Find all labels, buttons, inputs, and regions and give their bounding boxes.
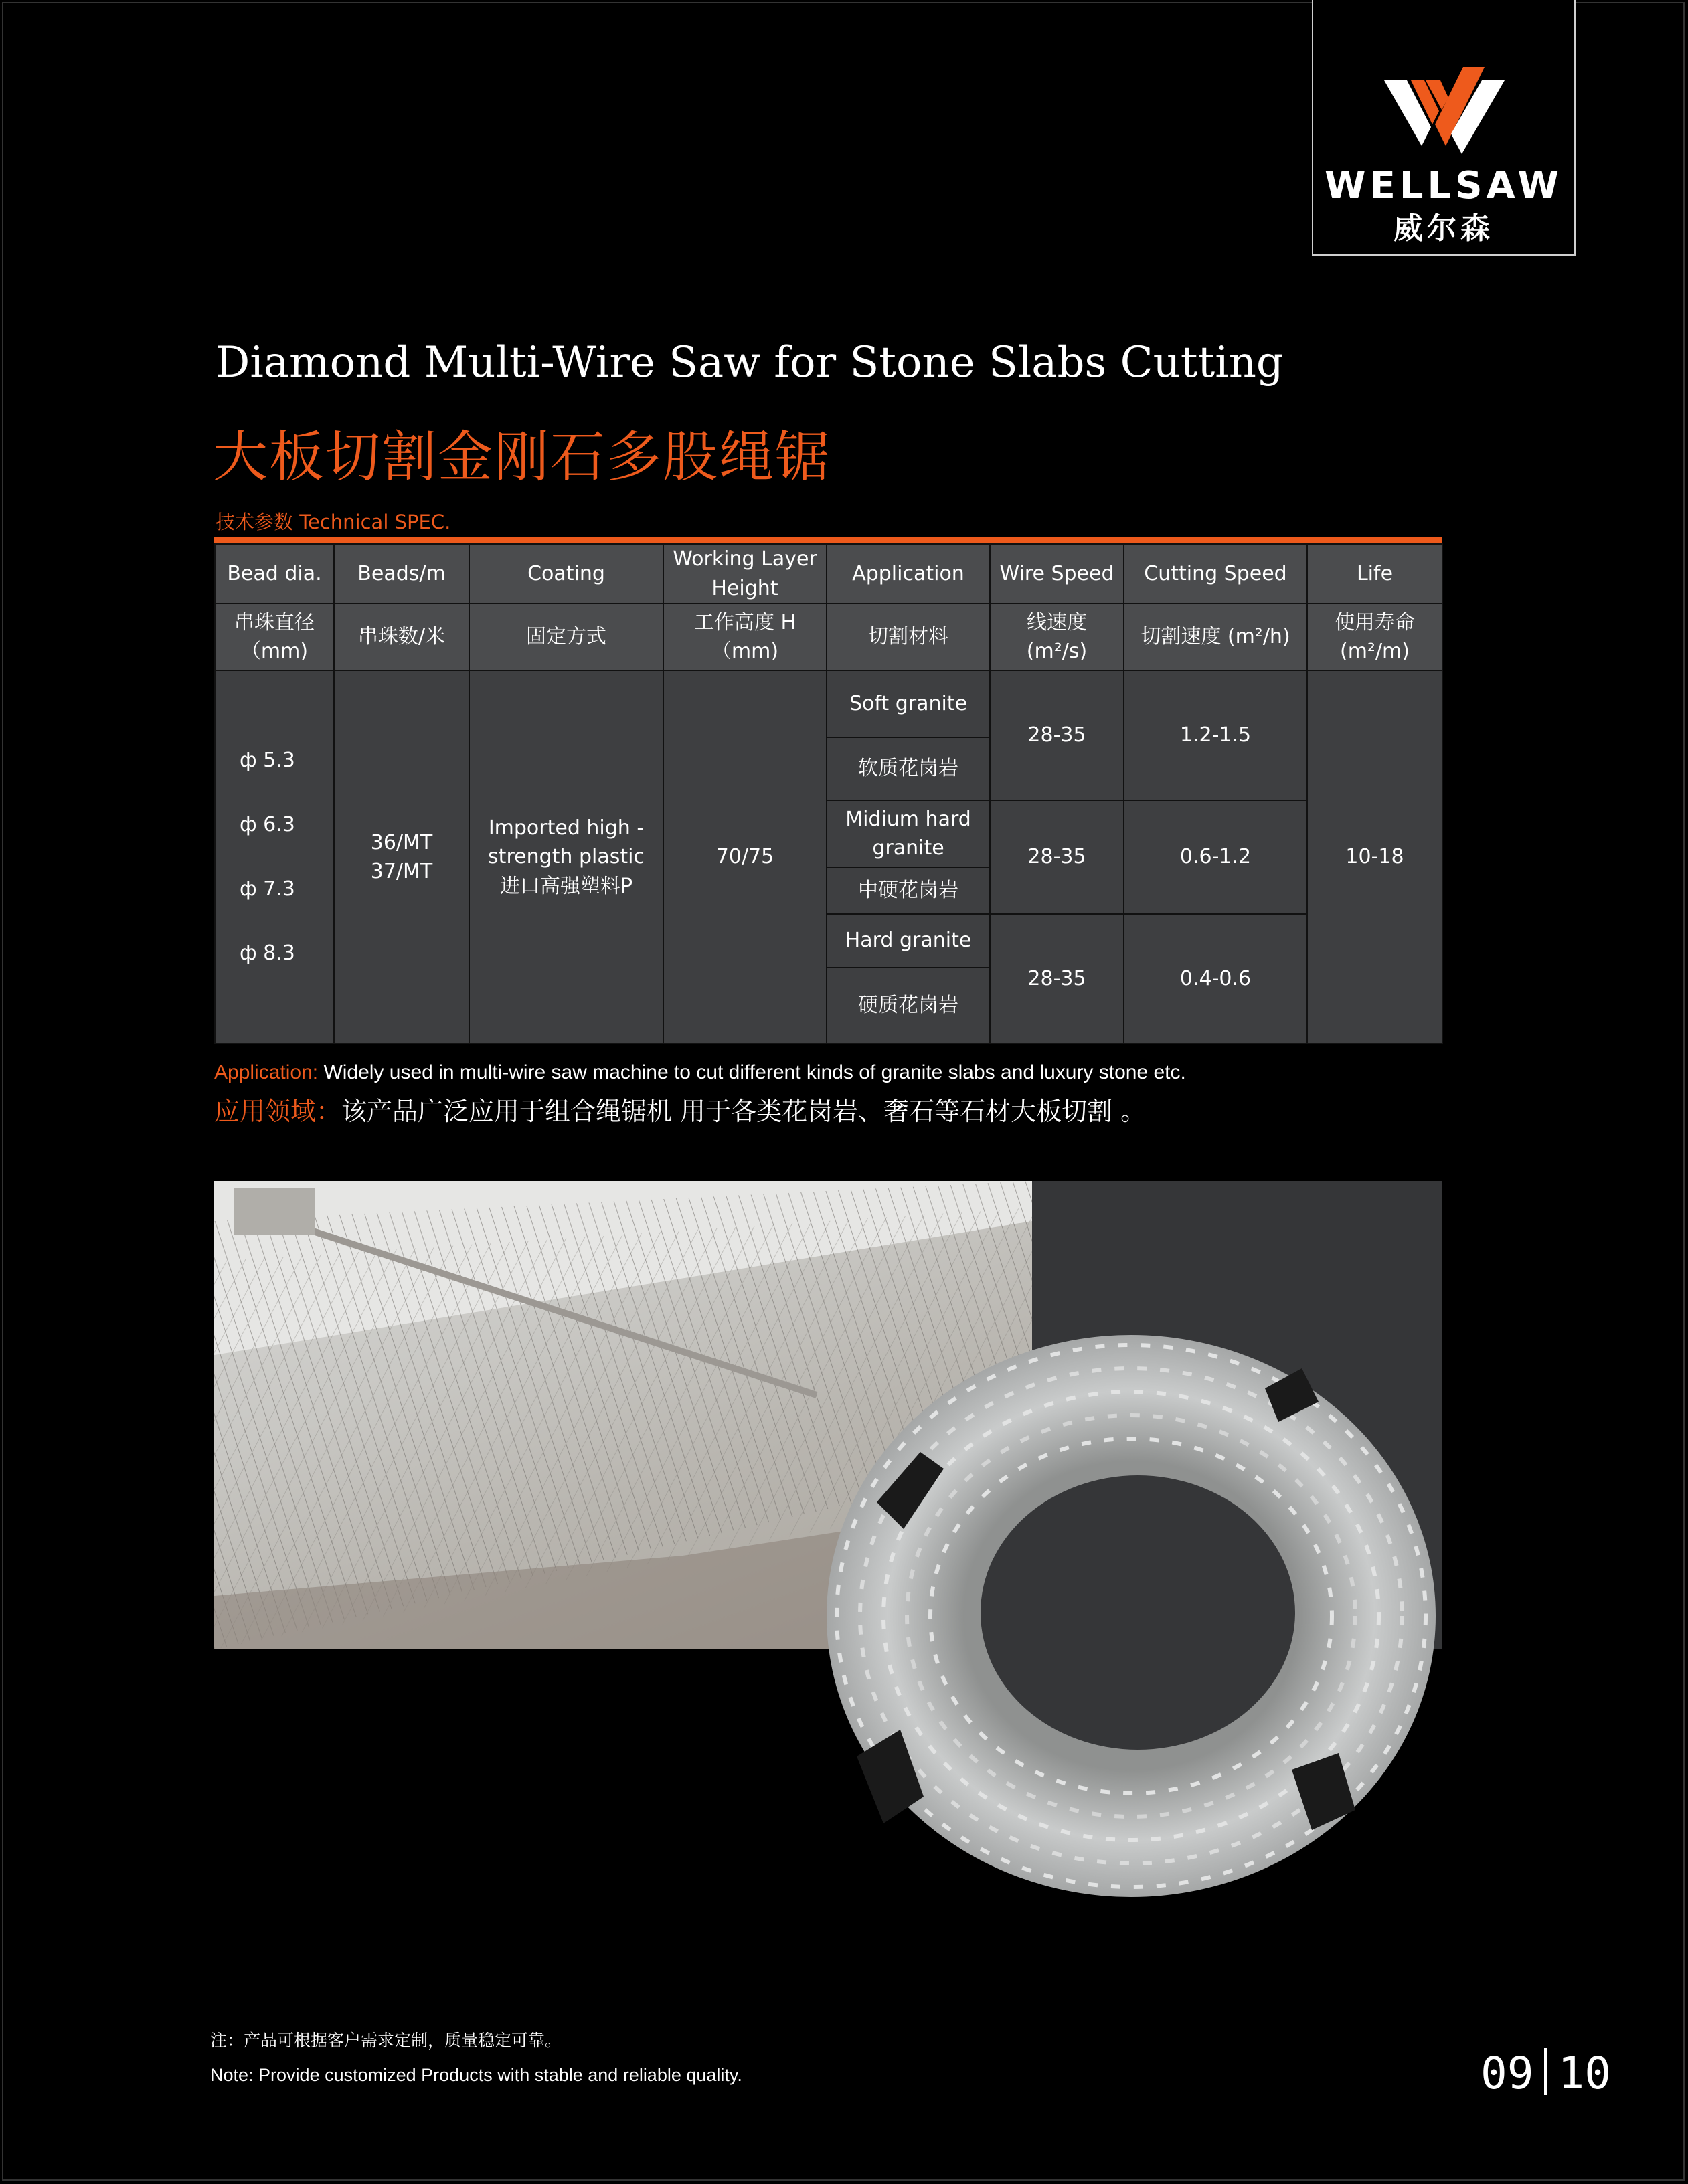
header-bead-dia: Bead dia. bbox=[215, 544, 334, 604]
application-label-en: Application: bbox=[214, 1061, 319, 1083]
application-text-en: Widely used in multi-wire saw machine to cut different kinds of granite slabs and luxury stone etc. bbox=[323, 1061, 1186, 1083]
brand-name-en: WELLSAW bbox=[1324, 164, 1564, 207]
header-cn-coating: 固定方式 bbox=[469, 604, 663, 670]
brand-logo bbox=[1312, 0, 1576, 256]
page-number-right: 10 bbox=[1557, 2047, 1611, 2099]
life-cell: 10-18 bbox=[1307, 670, 1442, 1044]
application-en-line bbox=[214, 1061, 1186, 1084]
coating-line: 进口高强塑料P bbox=[499, 874, 633, 898]
cutting-speed-cell: 0.4-0.6 bbox=[1124, 914, 1307, 1044]
header-row-en bbox=[215, 544, 1442, 604]
bead-dia-cell bbox=[215, 670, 334, 1044]
bead-dia-value: ф 6.3 bbox=[240, 813, 295, 836]
application-label-cn: 应用领域： bbox=[214, 1097, 342, 1126]
orange-divider bbox=[214, 537, 1442, 543]
wire-speed-cell: 28-35 bbox=[990, 800, 1124, 914]
bead-dia-value: ф 7.3 bbox=[240, 877, 295, 901]
application-en: Midium hard granite bbox=[827, 800, 990, 867]
header-cn-application: 切割材料 bbox=[827, 604, 990, 670]
header-cn-bead-dia: 串珠直径（mm) bbox=[215, 604, 334, 670]
table-row bbox=[215, 670, 1442, 737]
header-cn-working-height: 工作高度 H（mm) bbox=[663, 604, 827, 670]
wire-speed-cell: 28-35 bbox=[990, 914, 1124, 1044]
coating-line: strength plastic bbox=[488, 845, 645, 869]
working-height-cell: 70/75 bbox=[663, 670, 827, 1044]
page-number-left: 09 bbox=[1481, 2047, 1534, 2099]
header-coating: Coating bbox=[469, 544, 663, 604]
coating-cell bbox=[469, 670, 663, 1044]
header-cn-beads-per-m: 串珠数/米 bbox=[334, 604, 469, 670]
wire-saw-coil-image bbox=[783, 1328, 1452, 1950]
header-cn-cutting-speed: 切割速度 (m²/h) bbox=[1124, 604, 1307, 670]
header-row-cn bbox=[215, 604, 1442, 670]
application-cn: 中硬花岗岩 bbox=[827, 867, 990, 914]
application-en: Soft granite bbox=[827, 670, 990, 737]
cutting-speed-cell: 0.6-1.2 bbox=[1124, 800, 1307, 914]
cutting-speed-cell: 1.2-1.5 bbox=[1124, 670, 1307, 800]
header-life: Life bbox=[1307, 544, 1442, 604]
application-cn-line bbox=[214, 1091, 1146, 1127]
header-cutting-speed: Cutting Speed bbox=[1124, 544, 1307, 604]
wellsaw-logo-icon bbox=[1384, 67, 1505, 154]
note-en: Note: Provide customized Products with stable and reliable quality. bbox=[210, 2065, 742, 2085]
coating-line: Imported high - bbox=[488, 816, 645, 840]
beads-per-m-value: 36/MT bbox=[370, 830, 433, 854]
wire-speed-cell: 28-35 bbox=[990, 670, 1124, 800]
note-cn: 注：产品可根据客户需求定制，质量稳定可靠。 bbox=[210, 2031, 562, 2050]
spec-table bbox=[214, 543, 1443, 1044]
beads-per-m-value: 37/MT bbox=[370, 860, 433, 883]
page-title-en: Diamond Multi-Wire Saw for Stone Slabs Cutting bbox=[216, 338, 1284, 387]
application-en: Hard granite bbox=[827, 914, 990, 968]
bead-dia-value: ф 5.3 bbox=[240, 749, 295, 772]
spec-label: 技术参数 Technical SPEC. bbox=[216, 511, 451, 533]
beads-per-m-cell bbox=[334, 670, 469, 1044]
page-number-separator bbox=[1544, 2048, 1547, 2095]
header-application: Application bbox=[827, 544, 990, 604]
page-title-cn: 大板切割金刚石多股绳锯 bbox=[213, 426, 832, 489]
header-cn-life: 使用寿命 (m²/m) bbox=[1307, 604, 1442, 670]
page-numbers bbox=[1481, 2047, 1611, 2099]
header-beads-per-m: Beads/m bbox=[334, 544, 469, 604]
header-cn-wire-speed: 线速度 (m²/s) bbox=[990, 604, 1124, 670]
header-wire-speed: Wire Speed bbox=[990, 544, 1124, 604]
application-cn: 软质花岗岩 bbox=[827, 737, 990, 800]
application-cn: 硬质花岗岩 bbox=[827, 968, 990, 1044]
bead-dia-value: ф 8.3 bbox=[240, 941, 295, 965]
brand-name-cn: 威尔森 bbox=[1394, 211, 1494, 246]
header-working-height: Working Layer Height bbox=[663, 544, 827, 604]
application-text-cn: 该产品广泛应用于组合绳锯机 用于各类花岗岩、奢石等石材大板切割 。 bbox=[341, 1097, 1147, 1126]
